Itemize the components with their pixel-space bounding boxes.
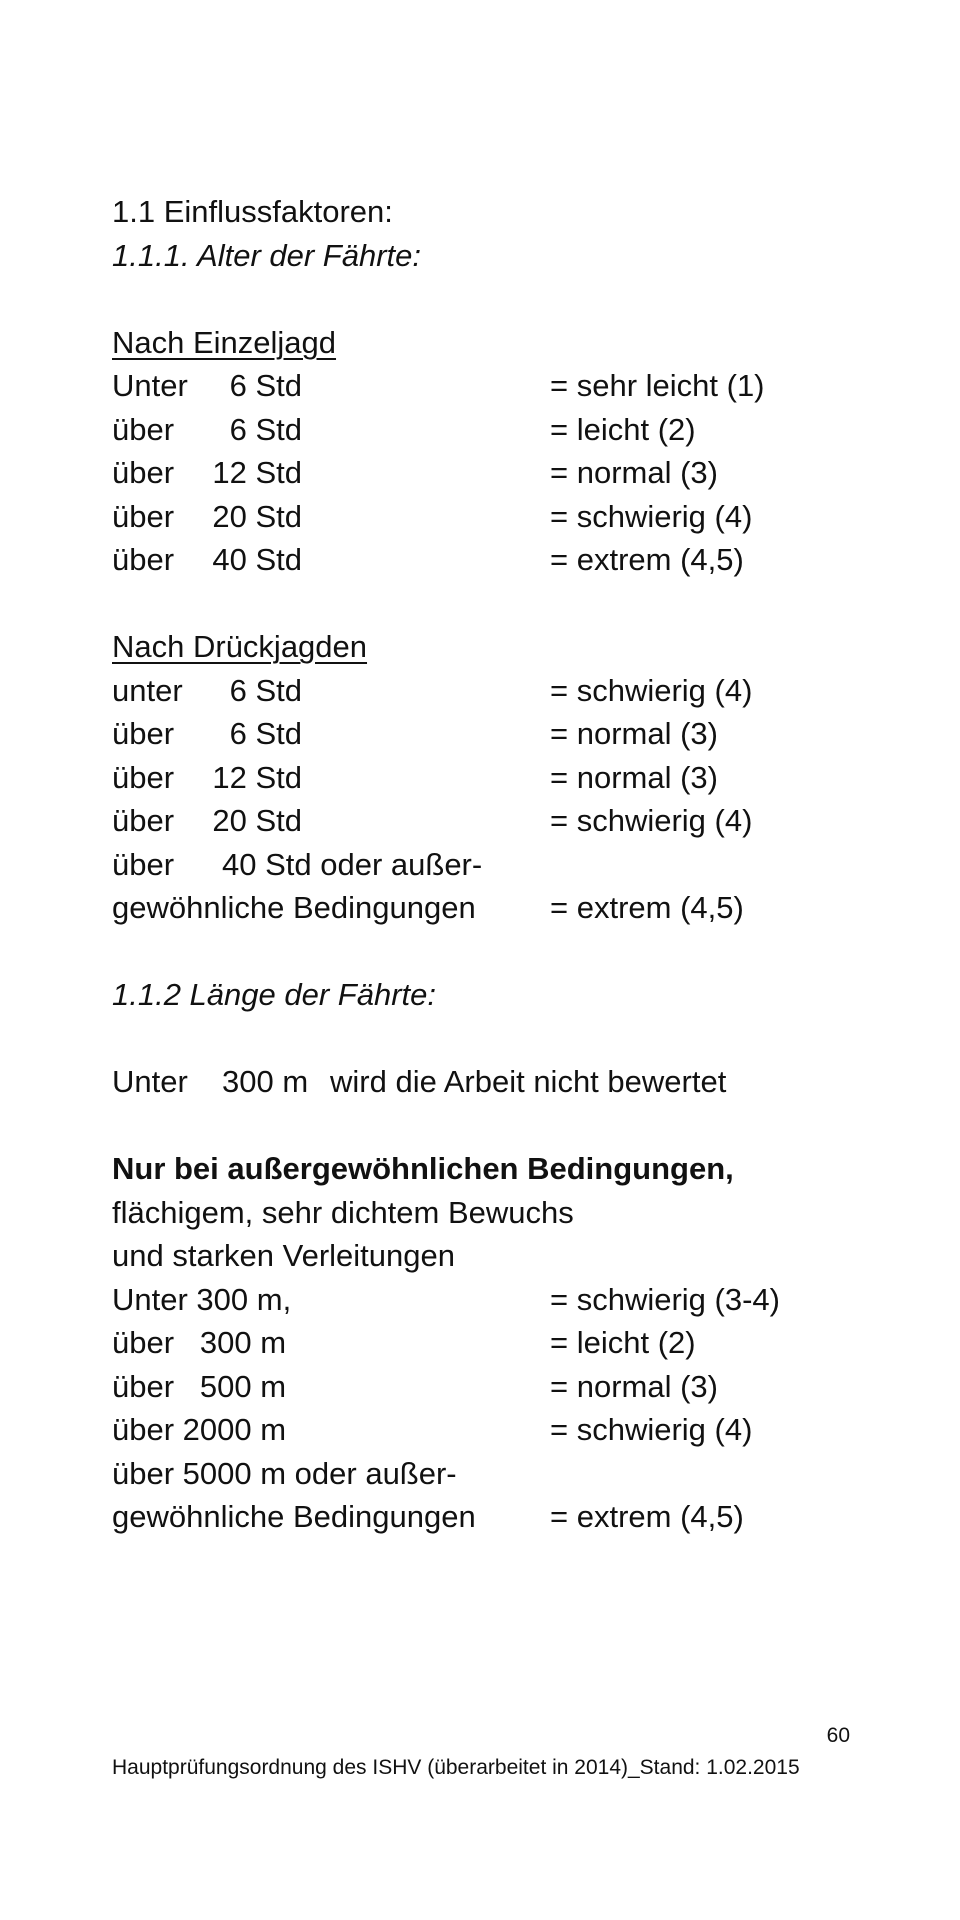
row-amount: 6 Std [229,411,302,447]
row-amount: 12 Std [212,759,302,795]
note-amount: 300 m [222,1064,309,1099]
special-row [112,1452,872,1496]
row-rating: = leicht (2) [550,1325,696,1360]
row-rating: = normal (3) [550,716,718,751]
special-row [112,1408,872,1452]
page-number: 60 [826,1724,850,1747]
row-prefix: Unter [112,368,188,403]
drueckjagd-row [112,843,872,887]
section-heading [112,190,872,234]
row-continuation: gewöhnliche Bedingungen [112,1499,476,1534]
row-prefix: unter [112,672,183,708]
special-conditions-line [112,1234,872,1278]
laenge-note [112,1060,872,1104]
row-prefix: über [112,498,175,534]
row-rating: = extrem (4,5) [550,1499,744,1534]
subsection-heading-laenge-text: 1.1.2 Länge der Fährte: [112,977,437,1012]
document-body [112,190,872,1539]
row-continuation: gewöhnliche Bedingungen [112,890,476,925]
einzeljagd-title-text: Nach Einzeljagd [112,324,337,360]
einzeljagd-row [112,364,872,408]
row-prefix: über [112,803,175,838]
special-row-continued [112,1495,872,1539]
row-rating: = sehr leicht (1) [550,368,765,403]
special-conditions-heading [112,1147,872,1191]
drueckjagd-title [112,625,872,669]
row-rating: = normal (3) [550,455,718,490]
row-rating: = leicht (2) [550,411,696,447]
special-conditions-line [112,1191,872,1235]
row-amount: 6 Std [229,672,302,708]
row-prefix: über [112,759,175,795]
row-amount: 40 Std [212,542,302,577]
drueckjagd-row-continued [112,886,872,930]
row-amount: 6 Std [229,716,302,751]
row-rating: = extrem (4,5) [550,890,744,925]
row-prefix: über [112,846,175,882]
row-rating: = extrem (4,5) [550,542,744,577]
row-rating: = schwierig (4) [550,672,753,708]
row-prefix: über [112,455,175,490]
special-conditions-heading-text: Nur bei außergewöhnlichen Bedingungen, [112,1151,734,1186]
note-text: wird die Arbeit nicht bewertet [330,1064,727,1099]
subsection-heading-alter [112,234,872,278]
row-rating: = schwierig (4) [550,1412,753,1447]
row-amount: 40 Std oder außer- [222,846,483,882]
row-amount: 6 Std [229,368,302,403]
row-prefix: über [112,411,175,447]
row-amount: 20 Std [212,498,302,534]
row-prefix: über [112,542,175,577]
note-prefix: Unter [112,1064,188,1099]
drueckjagd-row [112,756,872,800]
drueckjagd-row [112,669,872,713]
row-rating: = schwierig (4) [550,803,753,838]
row-amount: 20 Std [212,803,302,838]
einzeljagd-row [112,538,872,582]
row-label: über 2000 m [112,1412,287,1447]
drueckjagd-row [112,712,872,756]
drueckjagd-row [112,799,872,843]
subsection-heading-alter-text: 1.1.1. Alter der Fährte: [112,237,422,273]
einzeljagd-row [112,408,872,452]
einzeljagd-row [112,451,872,495]
special-row [112,1321,872,1365]
row-label: Unter 300 m, [112,1281,292,1317]
row-rating: = schwierig (4) [550,498,753,534]
special-conditions-text: und starken Verleitungen [112,1238,455,1273]
section-heading-text: 1.1 Einflussfaktoren: [112,194,393,229]
row-label: über 500 m [112,1368,287,1404]
einzeljagd-row [112,495,872,539]
row-amount: 12 Std [212,455,302,490]
special-row [112,1365,872,1409]
subsection-heading-laenge [112,973,872,1017]
special-row [112,1278,872,1322]
row-rating: = normal (3) [550,1368,718,1404]
row-label: über 5000 m oder außer- [112,1455,457,1491]
row-rating: = normal (3) [550,759,718,795]
row-label: über 300 m [112,1325,287,1360]
row-rating: = schwierig (3-4) [550,1281,780,1317]
page-footer: Hauptprüfungsordnung des ISHV (überarbeitet in 2014)_Stand: 1.02.2015 [112,1756,800,1779]
special-conditions-text: flächigem, sehr dichtem Bewuchs [112,1194,574,1230]
einzeljagd-title [112,321,872,365]
row-prefix: über [112,716,175,751]
drueckjagd-title-text: Nach Drückjagden [112,629,368,664]
